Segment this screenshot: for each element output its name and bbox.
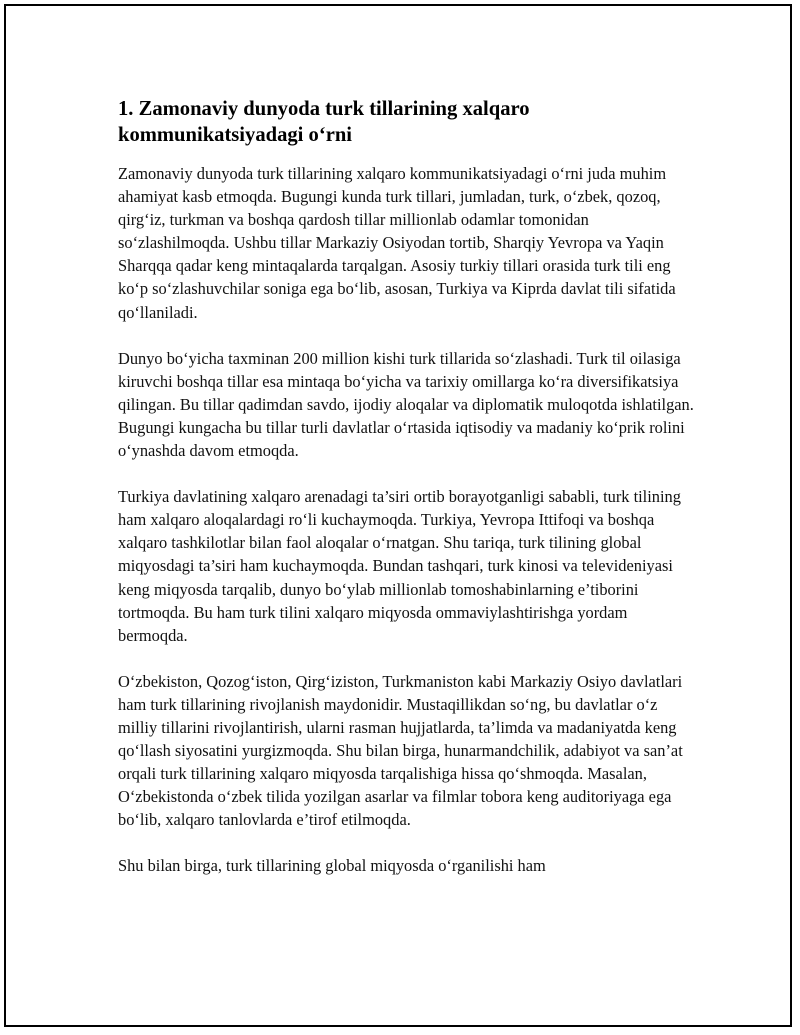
section-heading [118, 96, 700, 148]
paragraph-2: Dunyo bo‘yicha taxminan 200 million kishi turk tillarida so‘zlashadi. Turk til oilasiga kiruvchi boshqa tillar esa mintaqa bo‘yicha va tarixiy omillarga ko‘ra diversifikatsiya qilingan. Bu tillar qadimdan savdo, ijodiy aloqalar va diplomatik muloqotda ishlatilgan. Bugungi kungacha bu tillar turli davlatlar o‘rtasida iqtisodiy va madaniy ko‘prik rolini o‘ynashda davom etmoqda. [118, 348, 694, 461]
section-heading-line-2: kommunikatsiyadagi o‘rni [118, 124, 353, 146]
paragraph-3: Turkiya davlatining xalqaro arenadagi ta’siri ortib borayotganligi sababli, turk tilining ham xalqaro aloqalardagi ro‘li kuchaymoqda. Turkiya, Yevropa Ittifoqi va boshqa xalqaro tashkilotlar bilan faol aloqalar o‘rnatgan. Shu tariqa, turk tilining global miqyosdagi ta’siri ham kuchaymoqda. Bundan tashqari, turk kinosi va televideniyasi keng miqyosda tarqalib, dunyo bo‘ylab millionlab tomoshabinlarning e’tiborini tortmoqda. Bu ham turk tilini xalqaro miqyosda ommaviylashtirishga yordam bermoqda. [118, 487, 681, 645]
document-body [118, 96, 700, 878]
paragraph-1: Zamonaviy dunyoda turk tillarining xalqaro kommunikatsiyadagi o‘rni juda muhim ahamiyat kasb etmoqda. Bugungi kunda turk tillari, jumladan, turk, o‘zbek, qozoq, qirg‘iz, turkman va boshqa qardosh tillar millionlab odamlar tomonidan so‘zlashilmoqda. Ushbu tillar Markaziy Osiyodan tortib, Sharqiy Yevropa va Yaqin Sharqqa qadar keng mintaqalarda tarqalgan. Asosiy turkiy tillari orasida turk tili eng ko‘p so‘zlashuvchilar soniga ega bo‘lib, asosan, Turkiya va Kiprda davlat tili sifatida qo‘llaniladi. [118, 164, 676, 322]
section-heading-line-1: 1. Zamonaviy dunyoda turk tillarining xalqaro [118, 98, 530, 120]
paragraph-4: O‘zbekiston, Qozog‘iston, Qirg‘iziston, Turkmaniston kabi Markaziy Osiyo davlatlari ham turk tillarining rivojlanish maydonidir. Mustaqillikdan so‘ng, bu davlatlar o‘z milliy tillarini rivojlantirish, ularni rasman hujjatlarda, ta’limda va madaniyatda keng qo‘llash siyosatini yurgizmoqda. Shu bilan birga, hunarmandchilik, adabiyot va san’at orqali turk tillarining xalqaro miqyosda tarqalishiga hissa qo‘shmoqda. Masalan, O‘zbekistonda o‘zbek tilida yozilgan asarlar va filmlar tobora keng auditoriyaga ega bo‘lib, xalqaro tanlovlarda e’tirof etilmoqda. [118, 671, 683, 830]
paragraph-5: Shu bilan birga, turk tillarining global miqyosda o‘rganilishi ham [118, 856, 546, 876]
